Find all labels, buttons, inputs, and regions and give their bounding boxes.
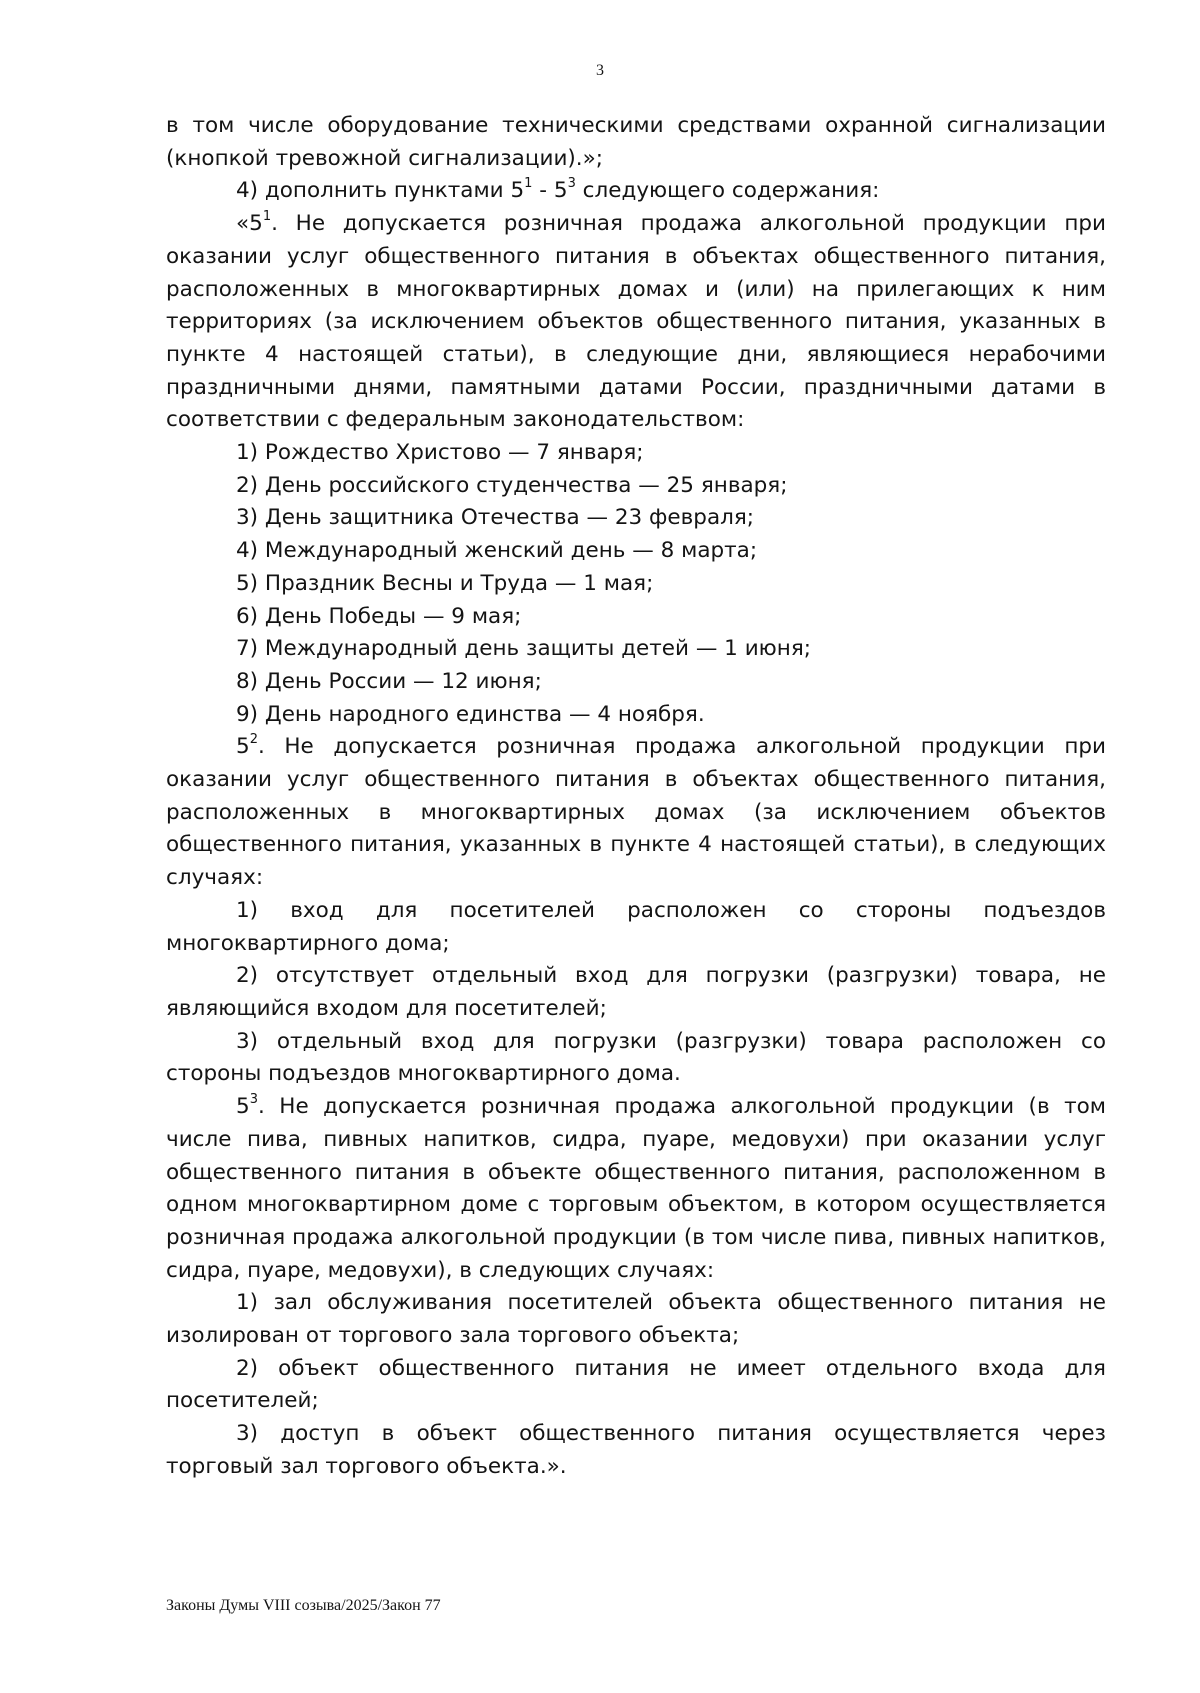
clause-5-1: «$5^1$. Не допускается розничная продажа алкогольной продукции при оказании услуг общественного питания в объектах общественного питания, расположенных в многоквартирных домах и (или) на прилегающих к ним территориях (за исключением объектов общественного питания, указанных в пункте 4 настоящей статьи), в следующие дни, являющиеся нерабочими праздничными днями, памятными датами России, праздничными датами в соответствии с федеральным законодательством: [166,208,1106,433]
holiday-item: 6) День Победы — 9 мая; [236,603,522,629]
holiday-item: 5) Праздник Весны и Труда — 1 мая; [236,570,654,596]
holiday-item: 2) День российского студенчества — 25 января; [236,472,788,498]
clause-5-2: $5^2$. Не допускается розничная продажа алкогольной продукции при оказании услуг общественного питания в объектах общественного питания, расположенных в многоквартирных домах (за исключением объектов общественного питания, указанных в пункте 4 настоящей статьи), в следующих случаях: [166,732,1106,891]
clause-5-3: $5^3$. Не допускается розничная продажа алкогольной продукции (в том числе пива, пивных напитков, сидра, пуаре, медовухи) при оказании услуг общественного питания в объекте общественного питания, расположенном в одном многоквартирном доме с торговым объектом, в котором осуществляется розничная продажа алкогольной продукции (в том числе пива, пивных напитков, сидра, пуаре, медовухи), в следующих случаях: [166,1091,1106,1283]
holiday-item: 1) Рождество Христово — 7 января; [236,440,644,466]
document-footer: Законы Думы VIII созыва/2025/Закон 77 [166,1597,441,1614]
clause-5-2-case: 2) отсутствует отдельный вход для погрузки (разгрузки) товара, не являющийся входом для посетителей; [166,963,1106,1021]
clause-5-3-case: 1) зал обслуживания посетителей объекта общественного питания не изолирован от торгового зала торгового объекта; [166,1290,1106,1349]
clause-5-2-case: 3) отдельный вход для погрузки (разгрузки) товара расположен со стороны подъездов многоквартирного дома. [166,1028,1106,1087]
clause-5-3-case: 3) доступ в объект общественного питания осуществляется через торговый зал торгового объекта.». [166,1421,1106,1479]
continued-paragraph: в том числе оборудование техническими средствами охранной сигнализации (кнопкой тревожной сигнализации).»; [166,113,1106,171]
holiday-item: 7) Международный день защиты детей — 1 июня; [236,636,811,662]
holiday-item: 9) День народного единства — 4 ноября. [236,701,705,727]
holiday-item: 8) День России — 12 июня; [236,668,542,694]
clause-5-2-case: 1) вход для посетителей расположен со стороны подъездов многоквартирного дома; [166,897,1106,956]
amendment-item-4: 4) дополнить пунктами $5^1 - 5^3$ следующего содержания: [236,176,880,204]
holiday-item: 4) Международный женский день — 8 марта; [236,538,758,564]
document-body [166,110,1106,1484]
page-number: 3 [596,62,604,79]
clause-5-3-case: 2) объект общественного питания не имеет отдельного входа для посетителей; [166,1355,1106,1414]
holiday-item: 3) День защитника Отечества — 23 февраля; [236,505,755,531]
